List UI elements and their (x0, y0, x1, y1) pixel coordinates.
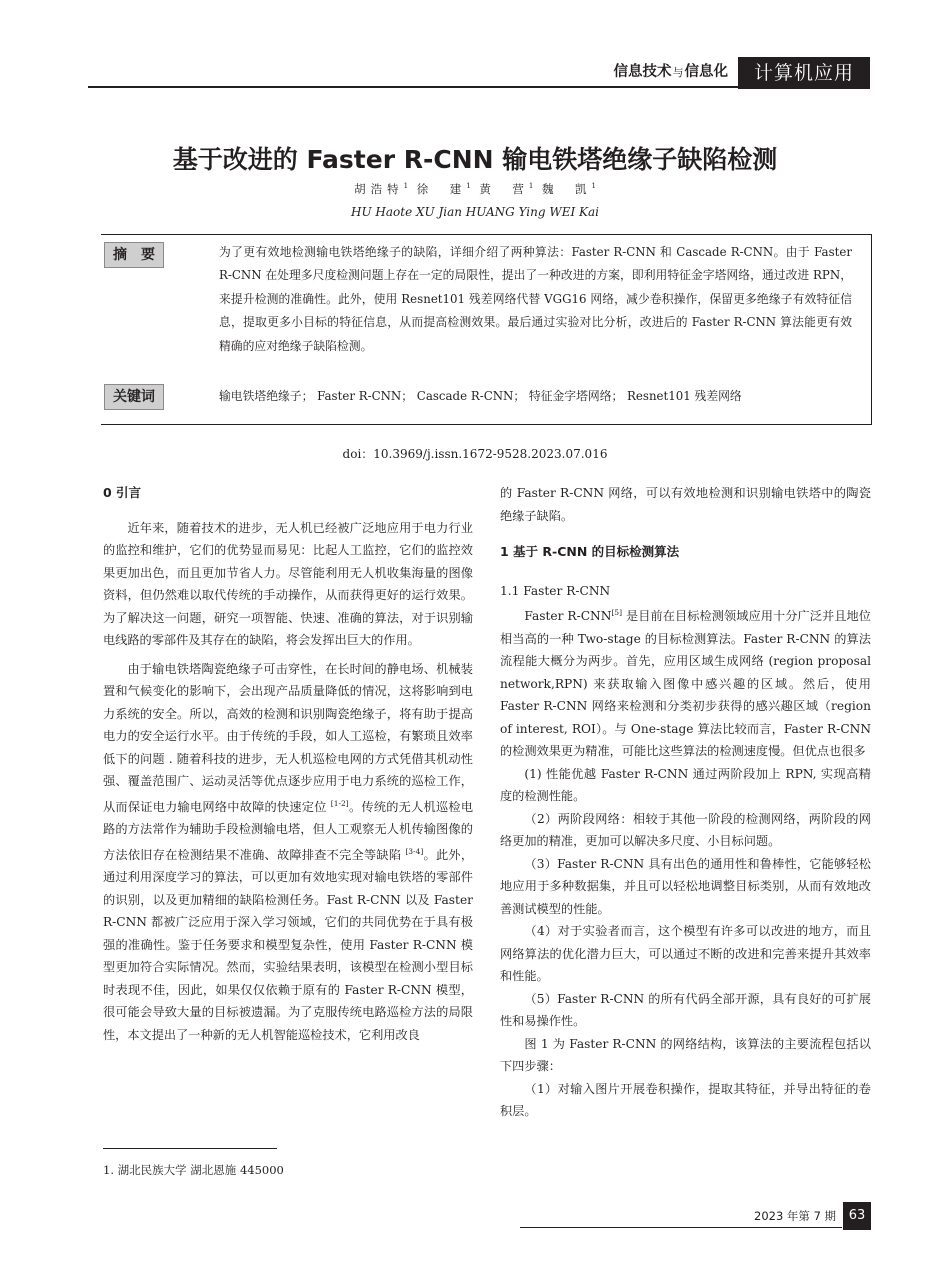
intro-paragraph-1: 近年来，随着技术的进步，无人机已经被广泛地应用于电力行业的监控和维护，它们的优势显而易见：比起人工监控，它们的监控效果更加出色，而且更加节省人力。尽管能利用无人机收集海量的图像资料，但仍然难以取代传统的手动操作，从而获得更好的运行效果。为了解决这一问题，研究一项智能、快速、准确的算法，对于识别输电线路的零部件及其存在的缺陷，将会发挥出巨大的作用。 (103, 520, 473, 647)
affiliation-footnote: 1. 湖北民族大学 湖北恩施 445000 (103, 1163, 284, 1177)
advantage-item-4: （4）对于实验者而言，这个模型有许多可以改进的地方，而且网络算法的优化潜力巨大，可以通过不断的改进和完善来提升其效率和性能。 (500, 924, 871, 984)
intro-paragraph-2: 由于输电铁塔陶瓷绝缘子可击穿性，在长时间的静电场、机械装置和气候变化的影响下，会出现产品质量降低的情况，这将影响到电力系统的安全。所以，高效的检测和识别陶瓷绝缘子，将有助于提高电力的安全运行水平。由于传统的手段，如人工巡检，有繁琐且效率低下的问题 . 随着科技的进步，无人机巡检电网的方式凭借其机动性强、覆盖范围广、运动灵活等优点逐步应用于电力系统的巡检工作，从而保证电力输电网络中故障的快速定位 [1-2]。传统的无人机巡检电路的方法常作为辅助手段检测输电塔，但人工观察无人机传输图像的方法依旧存在检测结果不准确、故障排查不完全等缺陷 [3-4]。此外，通过利用深度学习的算法，可以更加有效地实现对输电铁塔的零部件的识别，以及更加精细的缺陷检测任务。Fast R-CNN 以及 Faster R-CNN 都被广泛应用于深入学习领域，它们的共同优势在于具有极强的准确性。鉴于任务要求和模型复杂性，使用 Faster R-CNN 模型更加符合实际情况。然而，实验结果表明，该模型在检测小型目标时表现不佳，因此，如果仅仅依赖于原有的 Faster R-CNN 模型，很可能会导致大量的目标被遗漏。为了克服传统电路巡检方法的局限性，本文提出了一种新的无人机智能巡检技术，它利用改良 (103, 661, 474, 1042)
footer-rule (520, 1227, 842, 1228)
advantage-item-5: （5）Faster R-CNN 的所有代码全部开源，具有良好的可扩展性和易操作性。 (500, 991, 871, 1029)
doi: doi：10.3969/j.issn.1672-9528.2023.07.016 (342, 447, 608, 461)
intro-continuation: 的 Faster R-CNN 网络，可以有效地检测和识别输电铁塔中的陶瓷绝缘子缺陷。 (500, 486, 871, 523)
section-pre: 信息技术 (613, 64, 672, 80)
article-title: 基于改进的 Faster R-CNN 输电铁塔绝缘子缺陷检测 (172, 145, 778, 174)
section-label (614, 60, 729, 81)
abstract-text: 为了更有效地检测输电铁塔绝缘子的缺陷，详细介绍了两种算法：Faster R-CNN 和 Cascade R-CNN。由于 Faster R-CNN 在处理多尺度检测问题上存在一定的局限性，提出了一种改进的方案，即利用特征金字塔网络，通过改进 RPN，来提升检测的准确性。此外，使用 Resnet101 残差网络代替 VGG16 网络，减少卷积操作，保留更多绝缘子有效特征信息，提取更多小目标的特征信息，从而提高检测效果。最后通过实验对比分析，改进后的 Faster R-CNN 算法能更有效精确的应对绝缘子缺陷检测。 (219, 245, 852, 353)
left-column (103, 482, 473, 1046)
author-4: 魏 凯 (541, 182, 592, 196)
header-rule (88, 86, 870, 88)
keywords-tag: 关键词 (104, 384, 164, 410)
abstract-tag: 摘 要 (104, 242, 164, 268)
right-column (500, 482, 871, 1123)
subsection-heading-1-1: 1.1 Faster R-CNN (500, 583, 611, 598)
citation: [5] (611, 608, 622, 617)
citation: [3-4] (405, 846, 424, 856)
author-1: 胡浩特 (354, 182, 404, 196)
issue-label: 2023 年第 7 期 (754, 1209, 837, 1223)
keywords-text: 输电铁塔绝缘子； Faster R-CNN； Cascade R-CNN； 特征金字塔网络； Resnet101 残差网络 (219, 389, 742, 403)
advantage-item-1: (1) 性能优越 Faster R-CNN 通过两阶段加上 RPN, 实现高精度的检测性能。 (500, 766, 871, 804)
author-list: 胡浩特$^1$ 徐 建$^1$ 黄 营$^1$ 魏 凯$^1$ (354, 182, 596, 196)
author-list-english: HU Haote XU Jian HUANG Ying WEI Kai (351, 205, 599, 219)
journal-column-badge: 计算机应用 (738, 57, 870, 89)
section-mid: 与 (672, 66, 684, 79)
advantage-item-3: （3）Faster R-CNN 具有出色的通用性和鲁棒性，它能够轻松地应用于多种数据集，并且可以轻松地调整目标类别，从而有效地改善测试模型的性能。 (500, 856, 871, 916)
citation: [1-2] (330, 798, 349, 808)
footnote-rule (103, 1148, 277, 1149)
section-post: 信息化 (684, 64, 728, 80)
author-3: 黄 营 (479, 182, 529, 196)
faster-rcnn-paragraph: Faster R-CNN[5] 是目前在目标检测领域应用十分广泛并且地位相当高的一种 Two-stage 的目标检测算法。Faster R-CNN 的算法流程能大概分为两步。首先，应用区域生成网络 (region proposal network,RPN) 来获取输入图像中感兴趣的区域。然后，使用 Faster R-CNN 网络来检测和分类初步获得的感兴趣区域（region of interest, ROI）。与 One-stage 算法比较而言，Faster R-CNN 的检测效果更为精准，可能比这些算法的检测速度慢。但优点也很多 (500, 608, 871, 759)
advantage-item-2: （2）两阶段网络：相较于其他一阶段的检测网络，两阶段的网络更加的精准，更加可以解决多尺度、小目标问题。 (500, 811, 871, 849)
figure-1-intro: 图 1 为 Faster R-CNN 的网络结构，该算法的主要流程包括以下四步骤： (500, 1036, 871, 1074)
page-number: 63 (843, 1202, 871, 1230)
section-heading-intro: 0 引言 (103, 485, 142, 500)
section-heading-1: 1 基于 R-CNN 的目标检测算法 (500, 544, 680, 559)
step-1: （1）对输入图片开展卷积操作，提取其特征，并导出特征的卷积层。 (500, 1081, 871, 1119)
author-2: 徐 建 (416, 182, 467, 196)
